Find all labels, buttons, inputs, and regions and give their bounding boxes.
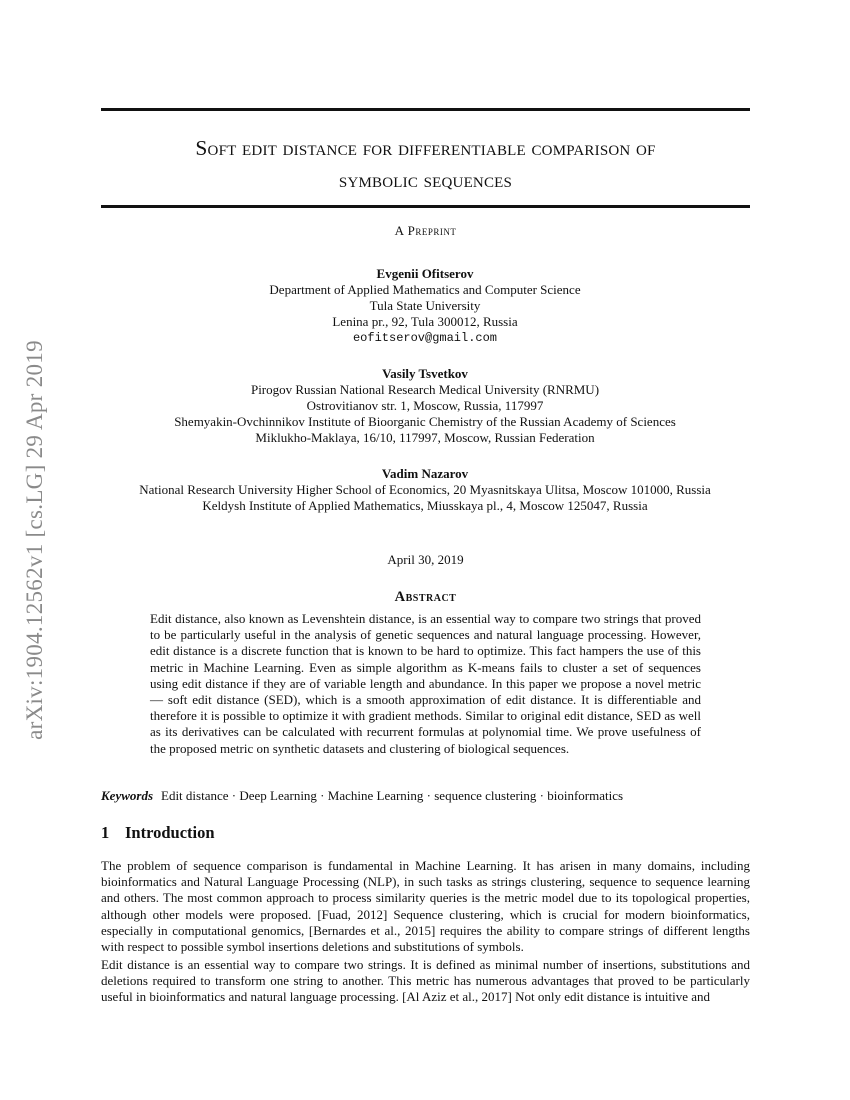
author-affiliation-line: Shemyakin-Ovchinnikov Institute of Bioorganic Chemistry of the Russian Academy of Sciences <box>174 414 676 429</box>
author-name: Vadim Nazarov <box>381 466 469 481</box>
title-line-1: Soft edit distance for differentiable comparison of <box>195 136 656 160</box>
author-name: Vasily Tsvetkov <box>382 366 468 381</box>
section-title: Introduction <box>125 823 215 842</box>
paper-date: April 30, 2019 <box>387 552 464 567</box>
author-affiliation-line: Miklukho-Maklaya, 16/10, 117997, Moscow, Russian Federation <box>255 430 595 445</box>
title-bottom-rule <box>101 205 750 208</box>
abstract-text: Edit distance, also known as Levenshtein distance, is an essential way to compare two strings that proved to be particularly useful in the analysis of genetic sequences and natural language processing. However, edit distance is a discrete function that is known to be hard to optimize. This fact hampers the use of this metric in Machine Learning. Even as simple algorithm as K-means fails to cluster a set of sequences using edit distance if they are of variable length and abundance. In this paper we propose a novel metric — soft edit distance (SED), which is a smooth approximation of edit distance. It is differentiable and therefore it is possible to optimize it with gradient methods. Similar to original edit distance, SED as well as its derivatives can be calculated with recurrent formulas at polynomial time. We prove usefulness of the proposed metric on synthetic datasets and clustering of biological sequences. <box>150 611 701 756</box>
title-line-2: symbolic sequences <box>338 168 513 192</box>
section-number: 1 <box>101 823 110 842</box>
abstract-heading: Abstract <box>394 589 457 605</box>
intro-paragraph-2: Edit distance is an essential way to compare two strings. It is defined as minimal number of insertions, substitutions and deletions required to transform one string to another. This metric has numerous advantages that proved to be particularly useful in bioinformatics and natural language processing. [Al Aziz et al., 2017] Not only edit distance is intuitive and <box>101 957 750 1005</box>
preprint-label: A Preprint <box>394 223 457 238</box>
author-affiliation-line: National Research University Higher School of Economics, 20 Myasnitskaya Ulitsa, Moscow 101000, Russia <box>139 482 711 497</box>
intro-paragraph-1: The problem of sequence comparison is fundamental in Machine Learning. It has arisen in many domains, including bioinformatics and Natural Language Processing (NLP), in such tasks as strings clustering, sequence to sequence learning and others. The most common approach to process similarity queries is the metric model due to its topological properties, although other models were proposed. [Fuad, 2012] Sequence clustering, which is crucial for modern bioinformatics, especially in computational genomics, [Bernardes et al., 2015] requires the ability to compare strings of different lengths with respect to possible symbol insertions deletions and substitutions of symbols. <box>101 858 750 955</box>
author-block-3 <box>60 466 790 514</box>
author-affiliation-line: Ostrovitianov str. 1, Moscow, Russia, 117997 <box>306 398 544 413</box>
author-affiliation-line: Keldysh Institute of Applied Mathematics, Miusskaya pl., 4, Moscow 125047, Russia <box>202 498 648 513</box>
keywords-label: Keywords <box>101 788 153 803</box>
author-block-2 <box>60 366 790 446</box>
author-email: eofitserov@gmail.com <box>352 331 498 345</box>
paper-title <box>101 132 750 196</box>
arxiv-stamp-text: arXiv:1904.12562v1 [cs.LG] 29 Apr 2019 <box>22 340 47 740</box>
author-affiliation-line: Department of Applied Mathematics and Computer Science <box>269 282 581 297</box>
keywords-text: Edit distance · Deep Learning · Machine Learning · sequence clustering · bioinformatics <box>161 788 624 803</box>
author-affiliation-line: Tula State University <box>369 298 481 313</box>
author-affiliation-line: Lenina pr., 92, Tula 300012, Russia <box>332 314 518 329</box>
author-block-1 <box>60 266 790 346</box>
section-heading-introduction <box>101 823 215 843</box>
keywords <box>101 788 750 804</box>
arxiv-stamp <box>22 295 48 785</box>
author-affiliation-line: Pirogov Russian National Research Medical University (RNRMU) <box>250 382 600 397</box>
title-top-rule <box>101 108 750 111</box>
author-name: Evgenii Ofitserov <box>376 266 474 281</box>
